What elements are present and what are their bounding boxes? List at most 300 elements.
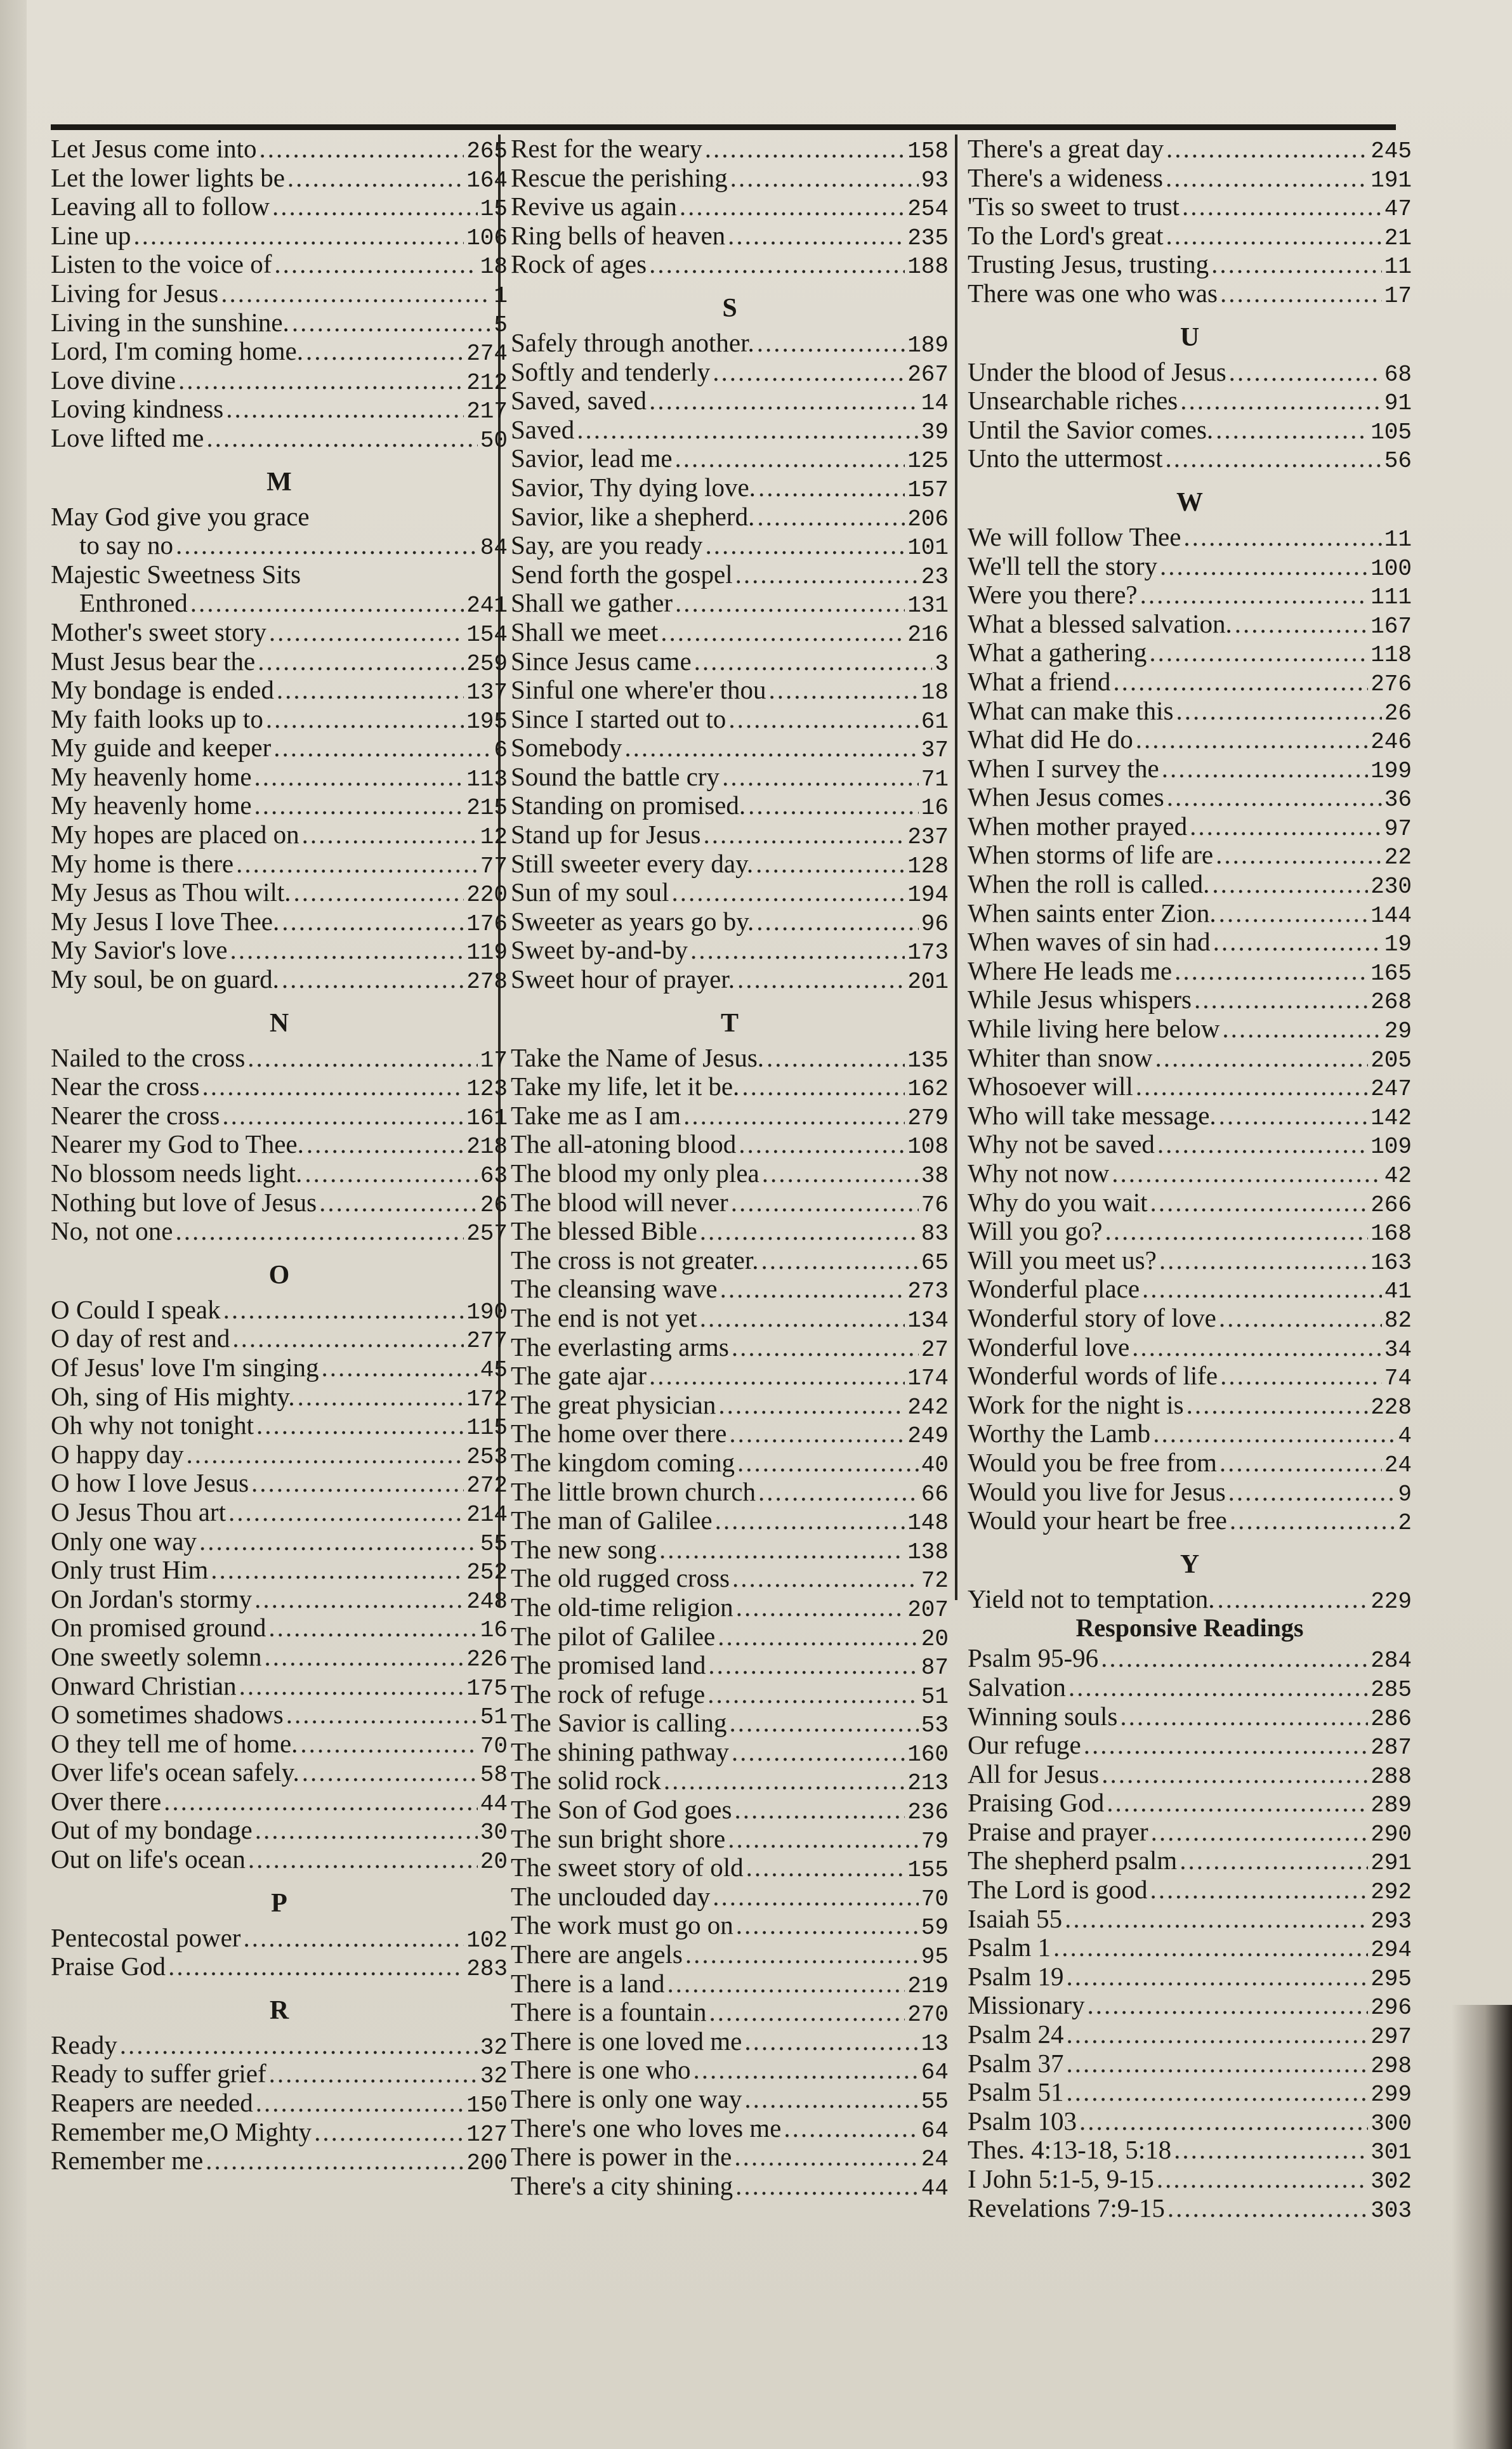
dot-leader	[675, 589, 905, 618]
index-entry	[968, 2107, 1412, 2136]
entry-page-number: 206	[907, 506, 949, 532]
entry-page-number: 246	[1371, 729, 1412, 756]
index-entry	[51, 763, 508, 792]
index-entry	[51, 1585, 508, 1614]
index-entry	[51, 2118, 508, 2147]
index-entry	[51, 1044, 508, 1073]
entry-title: Softly and tenderly	[511, 357, 711, 386]
entry-page-number: 268	[1371, 989, 1412, 1016]
dot-leader	[268, 1613, 477, 1643]
entry-page-number: 1	[494, 282, 508, 309]
entry-page-number: 55	[480, 1530, 508, 1557]
index-entry	[968, 957, 1412, 986]
entry-page-number: 142	[1371, 1105, 1412, 1131]
entry-title: Onward Christian	[51, 1671, 237, 1700]
dot-leader	[700, 1217, 919, 1246]
dot-leader	[757, 329, 905, 358]
index-entry	[511, 1072, 949, 1101]
entry-page-number: 79	[921, 1828, 949, 1855]
entry-title: The end is not yet	[511, 1303, 697, 1332]
index-entry	[511, 473, 949, 502]
index-entry	[511, 1304, 949, 1333]
index-entry	[511, 820, 949, 850]
entry-page-number: 13	[921, 2030, 949, 2057]
index-entry	[511, 2056, 949, 2085]
entry-title: My Jesus as Thou wilt.	[51, 877, 291, 907]
dot-leader	[1217, 1585, 1368, 1614]
dot-leader	[258, 647, 464, 676]
dot-leader	[287, 164, 464, 193]
dot-leader	[321, 1353, 477, 1382]
entry-page-number: 164	[466, 167, 508, 194]
entry-page-number: 15	[480, 196, 508, 223]
entry-title: While living here below	[968, 1014, 1220, 1044]
section-n	[51, 1044, 508, 1246]
index-entry	[511, 676, 949, 705]
entry-title: The Son of God goes	[511, 1795, 732, 1825]
index-entry	[511, 1506, 949, 1535]
dot-leader	[282, 907, 464, 936]
entry-title: Will you go?	[968, 1216, 1103, 1246]
entry-title: Nearer the cross	[51, 1100, 220, 1130]
entry-page-number: 26	[480, 1192, 508, 1218]
dot-leader	[784, 2114, 918, 2143]
entry-page-number: 168	[1371, 1221, 1412, 1247]
entry-page-number: 93	[921, 167, 949, 194]
dot-leader	[758, 473, 905, 502]
entry-page-number: 32	[480, 2063, 508, 2090]
dot-leader	[742, 1072, 905, 1101]
entry-page-number: 218	[466, 1134, 508, 1160]
entry-title: Sound the battle cry	[511, 761, 720, 791]
entry-title: The old rugged cross	[511, 1563, 730, 1593]
dot-leader	[243, 1924, 464, 1953]
index-entry	[51, 2031, 508, 2060]
dot-leader	[705, 135, 905, 164]
entry-title: The pilot of Galilee	[511, 1621, 716, 1651]
index-entry	[968, 812, 1412, 841]
index-entry	[511, 2085, 949, 2114]
entry-title: There is a land	[511, 1968, 665, 1998]
entry-page-number: 214	[466, 1501, 508, 1528]
entry-title: My guide and keeper	[51, 733, 272, 763]
dot-leader	[736, 1911, 919, 1940]
entry-page-number: 229	[1371, 1588, 1412, 1615]
entry-page-number: 23	[921, 563, 949, 590]
entry-title: The everlasting arms	[511, 1332, 729, 1362]
dot-leader	[1180, 386, 1382, 416]
entry-page-number: 274	[466, 341, 508, 367]
entry-page-number: 19	[1384, 931, 1412, 958]
entry-title: We will follow Thee	[968, 522, 1181, 551]
index-entry	[511, 1969, 949, 1999]
entry-page-number: 217	[466, 398, 508, 425]
dot-leader	[732, 1738, 905, 1767]
index-entry	[511, 250, 949, 279]
entry-page-number: 215	[466, 795, 508, 822]
dot-leader	[120, 2031, 478, 2060]
entry-title: Since Jesus came	[511, 646, 692, 676]
entry-page-number: 194	[907, 882, 949, 909]
dot-leader	[305, 1159, 477, 1188]
index-entry	[511, 1448, 949, 1478]
section-l	[51, 135, 508, 453]
entry-page-number: 29	[1384, 1018, 1412, 1045]
entry-title: Our refuge	[968, 1730, 1081, 1760]
dot-leader	[737, 1448, 919, 1478]
entry-page-number: 270	[907, 2002, 949, 2028]
dot-leader	[734, 1796, 905, 1825]
entry-page-number: 190	[466, 1299, 508, 1325]
entry-page-number: 175	[466, 1675, 508, 1702]
dot-leader	[1222, 1014, 1381, 1044]
entry-title: My Savior's love	[51, 935, 228, 965]
dot-leader	[690, 936, 905, 965]
dot-leader	[286, 1700, 478, 1730]
dot-leader	[256, 1411, 464, 1440]
entry-title: The shining pathway	[511, 1737, 729, 1766]
dot-leader	[762, 1159, 919, 1188]
dot-leader	[236, 850, 478, 879]
entry-page-number: 230	[1371, 874, 1412, 900]
entry-title: No blossom needs light.	[51, 1159, 303, 1188]
index-entry	[968, 2020, 1412, 2049]
dot-leader	[729, 1709, 918, 1738]
entry-page-number: 301	[1371, 2139, 1412, 2166]
entry-title: Missionary	[968, 1990, 1085, 2020]
index-entry	[51, 192, 508, 221]
entry-page-number: 36	[1384, 787, 1412, 813]
entry-page-number: 14	[921, 390, 949, 417]
index-entry	[511, 1853, 949, 1882]
entry-page-number: 87	[921, 1655, 949, 1681]
entry-page-number: 109	[1371, 1134, 1412, 1160]
dot-leader	[190, 589, 464, 618]
entry-title: Wonderful words of life	[968, 1361, 1218, 1391]
entry-title: Let the lower lights be	[51, 162, 285, 192]
entry-page-number: 157	[907, 476, 949, 503]
entry-page-number: 118	[1371, 642, 1412, 669]
index-entry	[51, 221, 508, 251]
index-entry	[968, 1478, 1412, 1507]
entry-page-number: 84	[480, 535, 508, 561]
index-entry	[51, 1101, 508, 1131]
index-entry	[511, 1246, 949, 1275]
dot-leader	[758, 1478, 919, 1507]
index-entry	[968, 250, 1412, 279]
dot-leader	[211, 1556, 464, 1585]
index-entry	[968, 1585, 1412, 1614]
index-entry	[511, 531, 949, 560]
index-entry	[511, 2143, 949, 2172]
index-entry	[51, 850, 508, 879]
index-entry	[51, 733, 508, 763]
entry-title: The solid rock	[511, 1766, 661, 1796]
entry-title: There's one who loves me	[511, 2113, 782, 2143]
entry-title: The cross is not greater.	[511, 1245, 759, 1275]
entry-title: Of Jesus' love I'm singing	[51, 1352, 319, 1382]
index-entry	[511, 1535, 949, 1565]
section-r	[51, 2031, 508, 2176]
entry-page-number: 115	[466, 1415, 508, 1441]
dot-leader	[302, 820, 478, 850]
index-entry	[511, 1275, 949, 1304]
entry-title: Lord, I'm coming home.	[51, 336, 303, 366]
entry-title: The promised land	[511, 1650, 706, 1680]
entry-page-number: 37	[921, 737, 949, 764]
entry-title: Sun of my soul	[511, 877, 669, 907]
dot-leader	[1180, 1846, 1368, 1875]
entry-title: Take my life, let it be.	[511, 1072, 740, 1101]
entry-title: Sweeter as years go by.	[511, 906, 754, 936]
entry-title: Revelations 7:9-15	[968, 2193, 1165, 2222]
index-entry	[968, 2165, 1412, 2194]
entry-page-number: 61	[921, 708, 949, 735]
entry-title: The blood will never	[511, 1187, 728, 1217]
entry-title: Listen to the voice of	[51, 249, 272, 279]
section-o	[51, 1296, 508, 1874]
entry-title: The rock of refuge	[511, 1679, 706, 1709]
entry-page-number: 302	[1371, 2169, 1412, 2195]
index-entry	[511, 1738, 949, 1767]
dot-leader	[1053, 1933, 1368, 1962]
entry-page-number: 91	[1384, 390, 1412, 417]
index-entry	[511, 1911, 949, 1940]
dot-leader	[187, 1440, 464, 1469]
dot-leader	[1229, 358, 1382, 387]
index-entry	[511, 560, 949, 589]
entry-title: O day of rest and	[51, 1323, 230, 1353]
entry-page-number: 17	[1384, 282, 1412, 309]
index-entry	[968, 1304, 1412, 1333]
entry-page-number: 291	[1371, 1850, 1412, 1877]
dot-leader	[247, 1044, 478, 1073]
dot-leader	[1155, 1044, 1368, 1073]
top-rule	[51, 124, 1396, 130]
index-entry	[511, 1419, 949, 1448]
entry-page-number: 4	[1398, 1423, 1412, 1450]
index-entry	[511, 733, 949, 763]
index-entry	[51, 791, 508, 820]
index-entry	[511, 1680, 949, 1709]
index-entry	[51, 705, 508, 734]
entry-title: Who will take message.	[968, 1100, 1216, 1130]
index-entry	[51, 1758, 508, 1787]
letter-heading-r: R	[269, 1995, 289, 2025]
entry-page-number: 150	[466, 2092, 508, 2119]
index-entry	[511, 329, 949, 358]
entry-page-number: 26	[1384, 700, 1412, 726]
index-entry	[511, 1622, 949, 1651]
entry-page-number: 20	[921, 1625, 949, 1652]
entry-title: Unto the uttermost	[968, 443, 1163, 473]
entry-title: Revive us again	[511, 192, 677, 221]
entry-title: Salvation	[968, 1672, 1066, 1702]
index-entry	[51, 1613, 508, 1643]
index-entry	[51, 1411, 508, 1440]
dot-leader	[718, 1622, 919, 1651]
dot-leader	[1220, 279, 1382, 308]
dot-leader	[133, 221, 464, 251]
entry-page-number: 172	[466, 1386, 508, 1412]
index-entry	[968, 1991, 1412, 2020]
index-entry	[51, 1556, 508, 1585]
dot-leader	[761, 1246, 919, 1275]
entry-page-number: 283	[466, 1956, 508, 1983]
dot-leader	[1153, 1419, 1395, 1448]
entry-page-number: 297	[1371, 2024, 1412, 2051]
entry-title: The home over there	[511, 1419, 727, 1448]
entry-title: Standing on promised.	[511, 791, 746, 820]
entry-title: Why do you wait	[968, 1187, 1148, 1217]
index-entry	[511, 618, 949, 647]
entry-title: The work must go on	[511, 1910, 733, 1940]
entry-page-number: 134	[907, 1307, 949, 1334]
dot-leader	[1142, 1275, 1382, 1304]
entry-title: Ring bells of heaven	[511, 220, 726, 250]
dot-leader	[1220, 1362, 1382, 1391]
entry-title: Rest for the weary	[511, 134, 702, 163]
entry-page-number: 272	[466, 1473, 508, 1499]
index-entry	[51, 647, 508, 676]
entry-page-number: 64	[921, 2059, 949, 2086]
entry-title: There are angels	[511, 1940, 683, 1969]
entry-title: The kingdom coming	[511, 1447, 735, 1477]
responsive-readings-heading: Responsive Readings	[1075, 1613, 1304, 1643]
entry-title: Remember me	[51, 2146, 204, 2176]
index-entry	[968, 754, 1412, 784]
entry-title: The unclouded day	[511, 1881, 711, 1911]
dot-leader	[269, 618, 464, 647]
entry-page-number: 65	[921, 1249, 949, 1276]
entry-page-number: 189	[907, 332, 949, 358]
entry-page-number: 76	[921, 1192, 949, 1218]
entry-page-number: 303	[1371, 2197, 1412, 2224]
index-entry	[51, 1730, 508, 1759]
entry-page-number: 158	[907, 138, 949, 164]
dot-leader	[260, 135, 464, 164]
entry-title: Why not now	[968, 1159, 1110, 1188]
entry-title: Mother's sweet story	[51, 617, 266, 647]
dot-leader	[175, 1217, 464, 1246]
index-entry	[968, 1419, 1412, 1448]
dot-leader	[1136, 1072, 1368, 1101]
entry-title: Psalm 103	[968, 2106, 1077, 2136]
dot-leader	[228, 1498, 464, 1527]
dot-leader	[221, 279, 491, 308]
entry-title: My home is there	[51, 848, 234, 878]
index-entry	[51, 1353, 508, 1382]
entry-title: The gate ajar	[511, 1361, 647, 1391]
entry-title: Rescue the perishing	[511, 162, 728, 192]
entry-page-number: 16	[921, 795, 949, 822]
entry-page-number: 95	[921, 1944, 949, 1971]
entry-page-number: 176	[466, 910, 508, 937]
dot-leader	[737, 965, 905, 994]
entry-title: Over there	[51, 1786, 162, 1816]
entry-title: Were you there?	[968, 580, 1138, 610]
entry-page-number: 125	[907, 448, 949, 475]
entry-title: My heavenly home	[51, 761, 252, 791]
index-entry	[51, 395, 508, 424]
dot-leader	[1105, 1217, 1368, 1246]
entry-page-number: 259	[466, 650, 508, 677]
index-entry	[968, 523, 1412, 552]
entry-title: Psalm 19	[968, 1961, 1064, 1991]
dot-leader	[300, 1730, 477, 1759]
entry-title: What did He do	[968, 725, 1133, 754]
entry-title: Out of my bondage	[51, 1815, 253, 1845]
column-divider	[955, 135, 957, 1600]
entry-page-number: 101	[907, 535, 949, 561]
letter-heading-y: Y	[1180, 1549, 1200, 1579]
index-entry	[511, 1709, 949, 1738]
entry-page-number: 41	[1384, 1278, 1412, 1305]
dot-leader	[1165, 444, 1381, 473]
dot-leader	[1219, 899, 1369, 928]
index-entry	[51, 337, 508, 366]
dot-leader	[768, 676, 918, 705]
index-entry	[968, 1217, 1412, 1246]
index-entry	[511, 416, 949, 445]
dot-leader	[302, 1758, 478, 1787]
entry-page-number: 252	[466, 1559, 508, 1586]
index-entry	[968, 1333, 1412, 1362]
dot-leader	[206, 2146, 464, 2176]
dot-leader	[756, 850, 905, 879]
entry-page-number: 286	[1371, 1705, 1412, 1732]
entry-page-number: 45	[480, 1356, 508, 1383]
index-entry	[968, 697, 1412, 726]
entry-title: O sometimes shadows	[51, 1700, 284, 1730]
dot-leader	[713, 1882, 919, 1912]
entry-page-number: 106	[466, 225, 508, 251]
index-entry	[511, 1825, 949, 1854]
index-entry	[968, 1760, 1412, 1789]
dot-leader	[577, 416, 919, 445]
dot-leader	[292, 308, 492, 338]
dot-leader	[1084, 1731, 1368, 1760]
dot-leader	[1190, 812, 1382, 841]
dot-leader	[708, 1651, 918, 1680]
entry-page-number: 300	[1371, 2110, 1412, 2137]
index-entry	[511, 791, 949, 820]
dot-leader	[734, 2143, 918, 2172]
dot-leader	[748, 791, 919, 820]
entry-page-number: 77	[480, 853, 508, 879]
entry-title: Oh, sing of His mighty.	[51, 1381, 295, 1411]
index-entry	[511, 2027, 949, 2056]
entry-page-number: 40	[921, 1452, 949, 1478]
entry-title: My hopes are placed on	[51, 820, 299, 850]
entry-page-number: 279	[907, 1105, 949, 1131]
entry-page-number: 22	[1384, 844, 1412, 871]
entry-page-number: 253	[466, 1443, 508, 1470]
entry-page-number: 236	[907, 1799, 949, 1826]
dot-leader	[735, 2172, 919, 2201]
entry-title: Rock of ages	[511, 249, 647, 279]
index-entry	[968, 581, 1412, 610]
dot-leader	[694, 2056, 919, 2085]
entry-title: There's a great day	[968, 134, 1164, 163]
index-entry	[968, 841, 1412, 870]
entry-page-number: 3	[935, 650, 949, 677]
entry-page-number: 248	[466, 1588, 508, 1615]
entry-page-number: 295	[1371, 1966, 1412, 1992]
entry-title: Saved, saved	[511, 386, 647, 416]
entry-title: What a gathering	[968, 638, 1147, 667]
dot-leader	[277, 676, 464, 705]
